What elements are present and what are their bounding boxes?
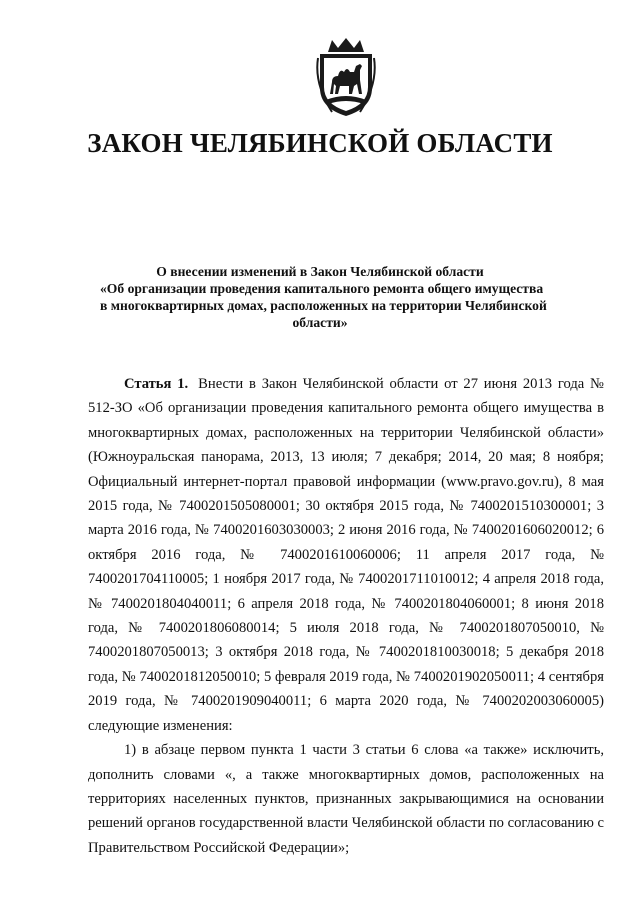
subject-line: «Об организации проведения капитального ремонта общего имущества: [100, 281, 544, 296]
subject-line: О внесении изменений в Закон Челябинской области: [156, 264, 484, 279]
article-1-paragraph: [88, 372, 604, 738]
subject-line: области»: [292, 315, 348, 330]
subject-line: в многоквартирных домах, расположенных на территории Челябинской: [100, 298, 547, 313]
amendment-item-1: 1) в абзаце первом пункта 1 части 3 статьи 6 слова «а также» исключить, дополнить словами «, а также многоквартирных домов, расположенных на территориях населенных пунктов, признанных закрывающимися на основании решений органов государственной власти Челябинской области по согласованию с Правительством Российской Федерации»;: [88, 742, 604, 856]
article-label: Статья 1.: [124, 376, 189, 392]
law-subject: [100, 263, 547, 331]
law-title: ЗАКОН ЧЕЛЯБИНСКОЙ ОБЛАСТИ: [87, 128, 553, 158]
crown-icon: [328, 38, 364, 52]
law-body: [88, 372, 604, 860]
article-text: Внести в Закон Челябинской области от 27 июня 2013 года № 512-ЗО «Об организации проведения капитального ремонта общего имущества в многоквартирных домах, расположенных на территории Челябинской области» (Южноуральская панорама, 2013, 13 июля; 7 декабря; 2014, 20 мая; 8 ноября; Официальный интернет-портал правовой информации (www.pravo.gov.ru), 8 мая 2015 года, № 7400201505080001; 30 октября 2015 года, № 7400201510300001; 3 марта 2016 года, № 7400201603030003; 2 июня 2016 года, № 7400201606020012; 6 октября 2016 года, № 7400201610060006; 11 апреля 2017 года, № 7400201704110005; 1 ноября 2017 года, № 7400201711010012; 4 апреля 2018 года, № 7400201804040011; 6 апреля 2018 года, № 7400201804060001; 8 июня 2018 года, № 7400201806080014; 5 июля 2018 года, № 7400201807050010, № 7400201807050013; 3 октября 2018 года, № 7400201810030018; 5 декабря 2018 года, № 7400201812050010; 5 февраля 2019 года, № 7400201902050011; 4 сентября 2019 года, № 7400201909040011; 6 марта 2020 года, № 7400202003060005) следующие изменения:: [88, 376, 604, 734]
coat-of-arms-emblem: [314, 36, 378, 118]
